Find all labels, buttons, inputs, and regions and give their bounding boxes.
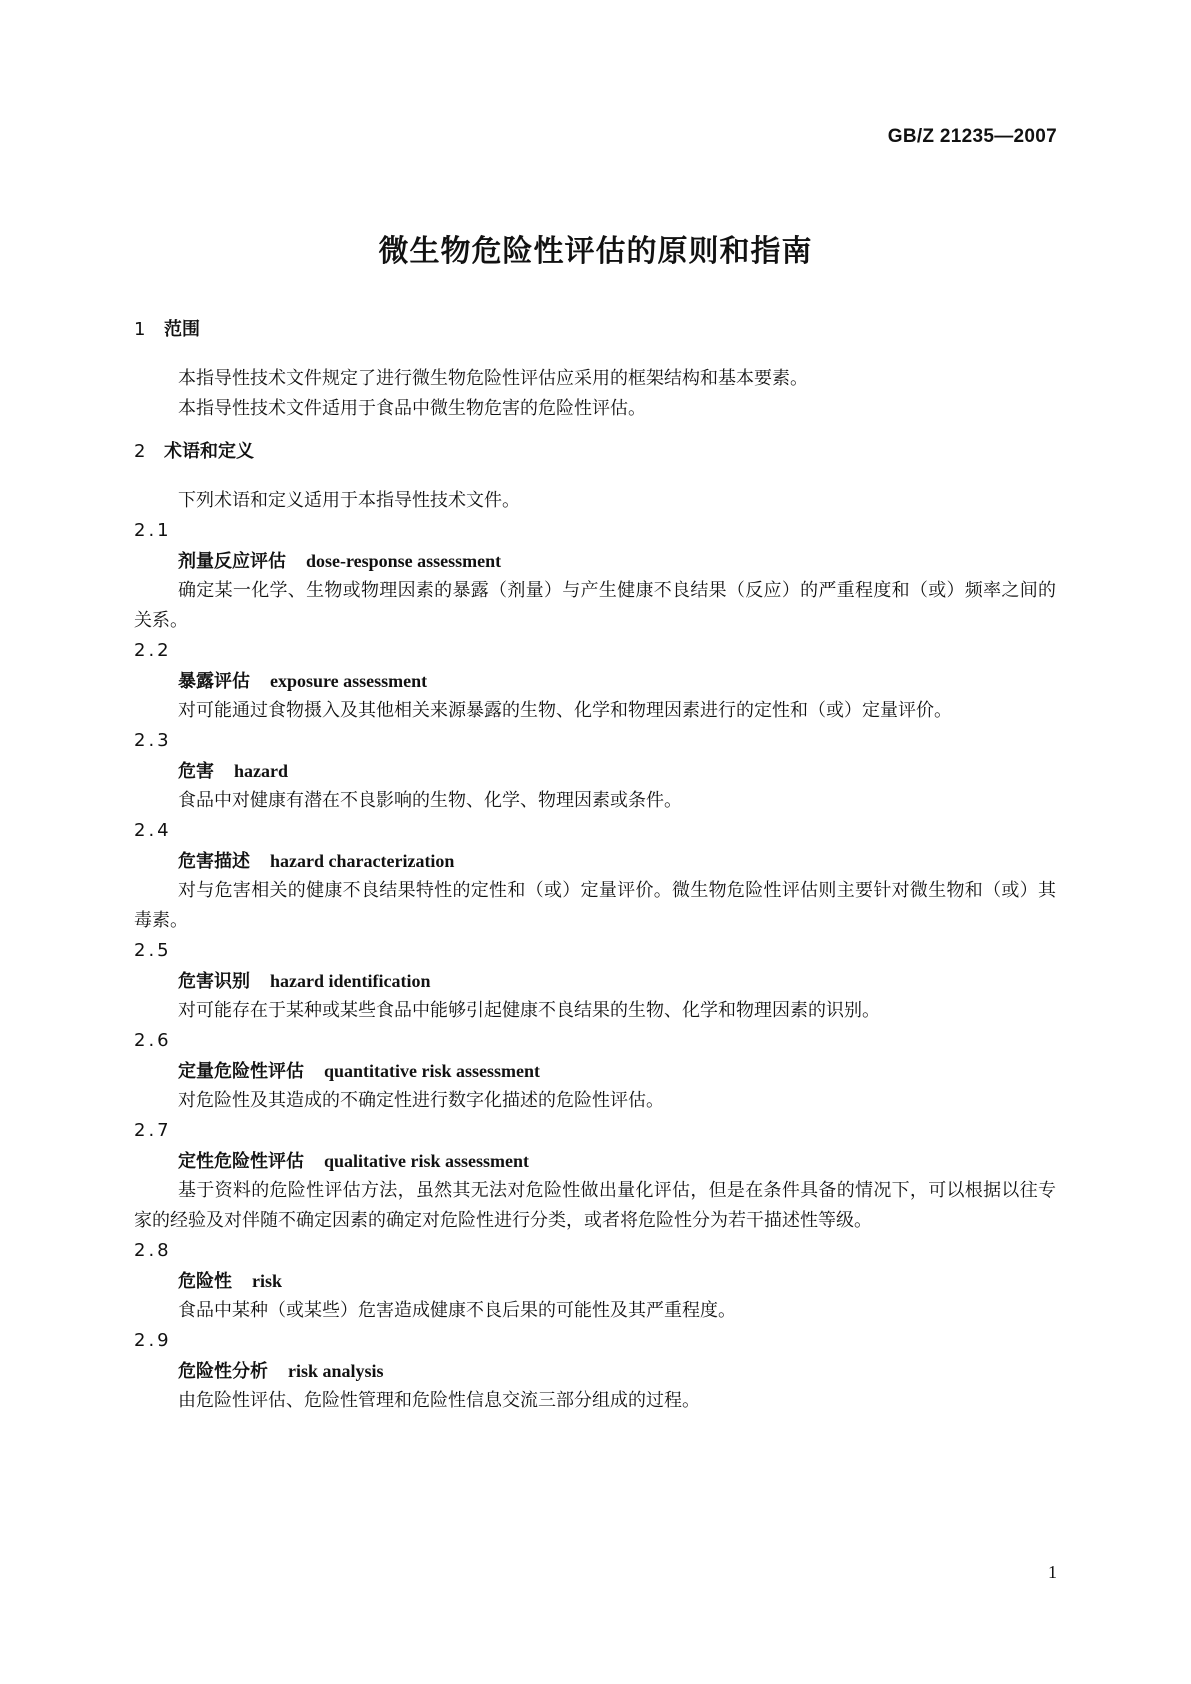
term-zh: 危害描述	[178, 851, 250, 872]
term-en: exposure assessment	[270, 671, 428, 691]
term-heading	[134, 666, 1056, 696]
term-heading	[134, 1056, 1056, 1086]
paragraph: 本指导性技术文件规定了进行微生物危险性评估应采用的框架结构和基本要素。	[178, 368, 808, 389]
term-en: hazard identification	[270, 971, 431, 991]
clause-number: 2.6	[134, 1030, 172, 1051]
document-title: 微生物危险性评估的原则和指南	[378, 234, 813, 269]
term-definition: 对与危害相关的健康不良结果特性的定性和（或）定量评价。微生物危险性评估则主要针对微生物和（或）其毒素。	[134, 880, 1056, 931]
term-zh: 危险性分析	[178, 1361, 268, 1382]
clause-number: 2.7	[134, 1120, 172, 1141]
term-definition: 确定某一化学、生物或物理因素的暴露（剂量）与产生健康不良结果（反应）的严重程度和（或）频率之间的关系。	[134, 580, 1056, 631]
term-heading	[134, 846, 1056, 876]
page-number: 1	[1048, 1562, 1057, 1582]
term-heading	[134, 1356, 1056, 1386]
term-heading	[134, 1146, 1056, 1176]
term-definition: 对可能通过食物摄入及其他相关来源暴露的生物、化学和物理因素进行的定性和（或）定量评价。	[178, 700, 952, 721]
section-number: 2	[134, 441, 146, 462]
clause-number: 2.1	[134, 520, 172, 541]
section-2-heading	[134, 440, 1056, 464]
section-title: 范围	[164, 319, 200, 340]
term-heading	[134, 1266, 1056, 1296]
clause-number: 2.4	[134, 820, 172, 841]
term-heading	[134, 546, 1056, 576]
term-zh: 剂量反应评估	[178, 551, 286, 572]
clause-number: 2.2	[134, 640, 172, 661]
section-number: 1	[134, 319, 146, 340]
term-en: risk	[252, 1271, 283, 1291]
section-1-heading	[134, 318, 1056, 342]
term-zh: 危害	[178, 761, 214, 782]
clause-number: 2.8	[134, 1240, 172, 1261]
term-definition: 对危险性及其造成的不确定性进行数字化描述的危险性评估。	[178, 1090, 664, 1111]
term-definition: 基于资料的危险性评估方法，虽然其无法对危险性做出量化评估，但是在条件具备的情况下，可以根据以往专家的经验及对伴随不确定因素的确定对危险性进行分类，或者将危险性分为若干描述性等级。	[134, 1180, 1056, 1231]
section-intro: 下列术语和定义适用于本指导性技术文件。	[178, 490, 520, 511]
clause-number: 2.9	[134, 1330, 172, 1351]
term-definition: 由危险性评估、危险性管理和危险性信息交流三部分组成的过程。	[178, 1390, 700, 1411]
term-definition: 对可能存在于某种或某些食品中能够引起健康不良结果的生物、化学和物理因素的识别。	[178, 1000, 880, 1021]
term-heading	[134, 756, 1056, 786]
term-zh: 危险性	[178, 1271, 232, 1292]
term-en: risk analysis	[288, 1361, 384, 1381]
term-en: qualitative risk assessment	[324, 1151, 530, 1171]
term-zh: 定性危险性评估	[178, 1151, 304, 1172]
standard-number: GB/Z 21235—2007	[887, 126, 1057, 147]
term-en: hazard	[234, 761, 288, 781]
term-en: quantitative risk assessment	[324, 1061, 541, 1081]
document-body	[134, 318, 1056, 1416]
clause-number: 2.3	[134, 730, 172, 751]
clause-number: 2.5	[134, 940, 172, 961]
term-en: dose-response assessment	[306, 551, 502, 571]
term-zh: 暴露评估	[178, 671, 250, 692]
term-zh: 定量危险性评估	[178, 1061, 304, 1082]
term-heading	[134, 966, 1056, 996]
term-definition: 食品中对健康有潜在不良影响的生物、化学、物理因素或条件。	[178, 790, 682, 811]
paragraph: 本指导性技术文件适用于食品中微生物危害的危险性评估。	[178, 398, 646, 419]
term-zh: 危害识别	[178, 971, 250, 992]
term-en: hazard characterization	[270, 851, 455, 871]
section-title: 术语和定义	[164, 441, 254, 462]
term-definition: 食品中某种（或某些）危害造成健康不良后果的可能性及其严重程度。	[178, 1300, 736, 1321]
